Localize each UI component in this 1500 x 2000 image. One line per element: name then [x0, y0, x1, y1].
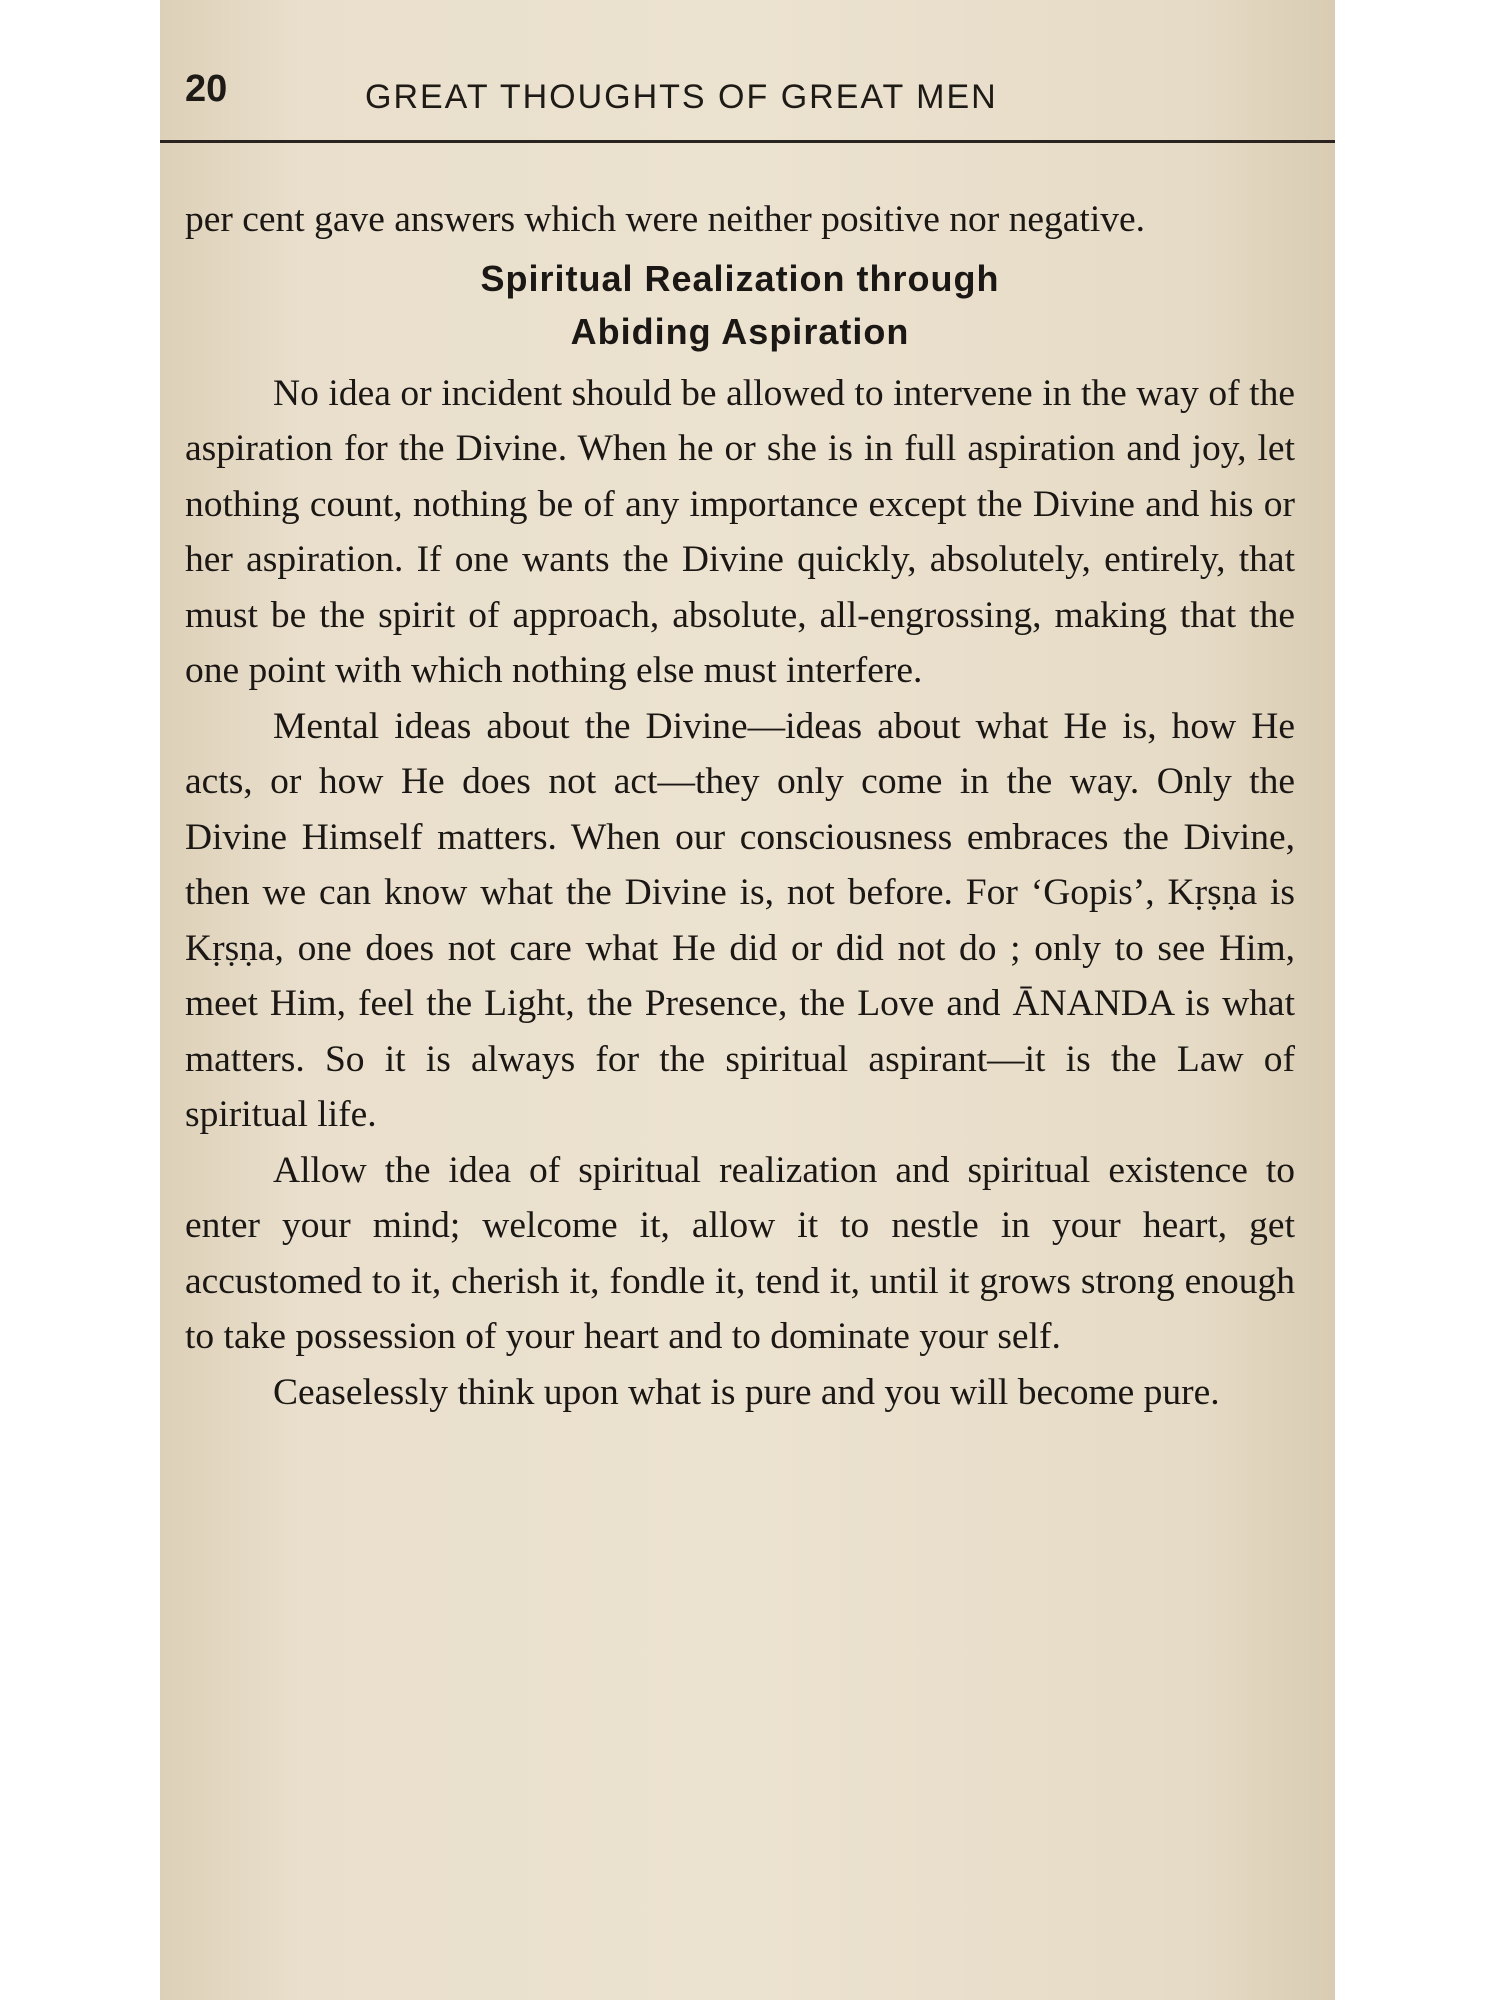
section-heading-line-1: Spiritual Realization through — [480, 257, 1000, 299]
continuation-paragraph: per cent gave answers which were neither positive nor negative. — [185, 199, 1146, 240]
header-rule — [160, 140, 1335, 143]
running-title: GREAT THOUGHTS OF GREAT MEN — [365, 78, 998, 116]
paragraph-1: No idea or incident should be allowed to intervene in the way of the aspiration for the Divine. When he or she is in full aspiration and joy, let nothing count, nothing be of any importance except the Divine and his or her aspiration. If one wants the Divine quickly, absolutely, entirely, that must be the spirit of approach, absolute, all-engrossing, making that the one point with which nothing else must interfere. — [185, 372, 1295, 691]
paragraph-2: Mental ideas about the Divine—ideas about what He is, how He acts, or how He does not act—they only come in the way. Only the Divine Himself matters. When our consciousness embraces the Divine, then we can know what the Divine is, not before. For ‘Gopis’, Kṛṣṇa is Kṛṣṇa, one does not care what He did or did not do ; only to see Him, meet Him, feel the Light, the Presence, the Love and ĀNANDA is what matters. So it is always for the spiritual aspirant—it is the Law of spiritual life. — [185, 705, 1295, 1135]
paragraph-3: Allow the idea of spiritual realization and spiritual existence to enter your mind; welcome it, allow it to nestle in your heart, get accustomed to it, cherish it, fondle it, tend it, until it grows strong enough to take possession of your heart and to dominate your self. — [185, 1149, 1295, 1357]
page-body — [185, 192, 1295, 1420]
book-page — [160, 0, 1335, 2000]
section-heading — [185, 252, 1295, 358]
paragraph-4: Ceaselessly think upon what is pure and you will become pure. — [273, 1371, 1220, 1413]
page-header — [185, 68, 1300, 128]
section-heading-line-2: Abiding Aspiration — [570, 310, 910, 352]
page-number: 20 — [185, 68, 228, 110]
